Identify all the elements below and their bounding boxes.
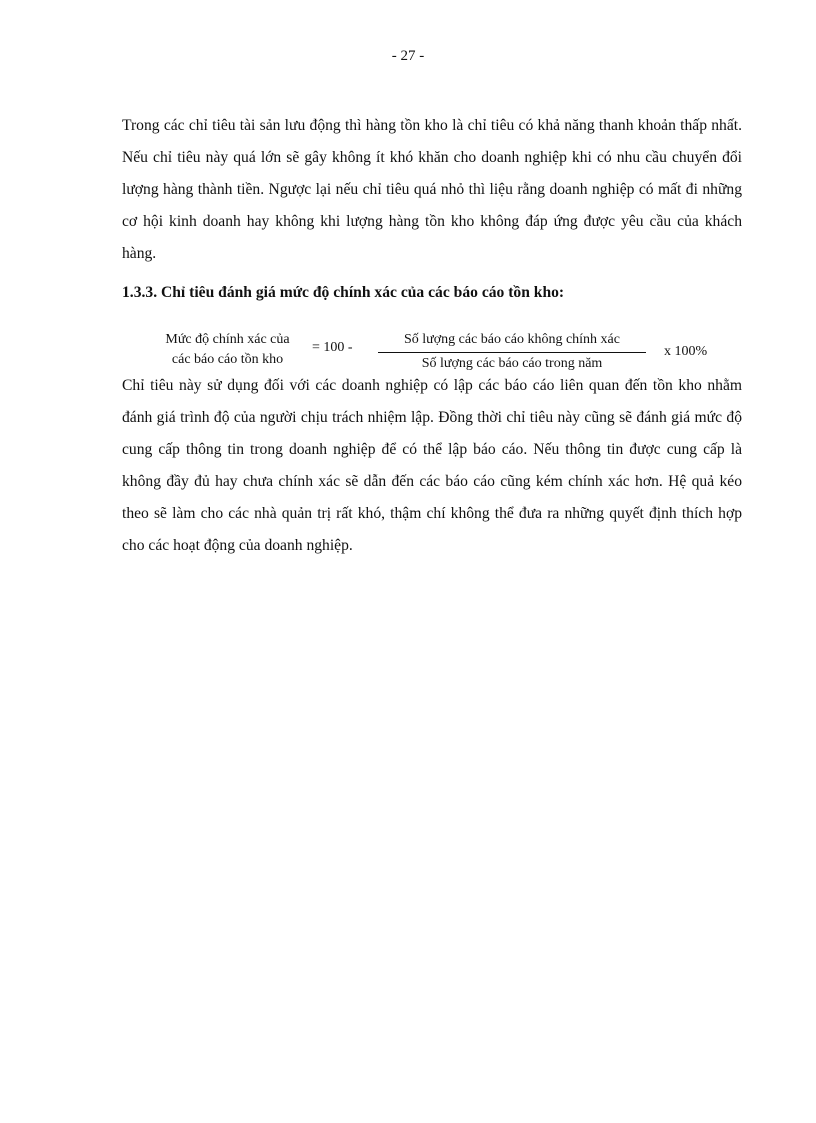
formula-multiplier: x 100% xyxy=(664,344,708,359)
paragraph-indicator-usage: Chỉ tiêu này sử dụng đối với các doanh nghiệp có lập các báo cáo liên quan đến tồn kho nhằm đánh giá trình độ của người chịu trách nhiệm lập. Đồng thời chỉ tiêu này cũng sẽ đánh giá mức độ cung cấp thông tin trong doanh nghiệp để có thể lập báo cáo. Nếu thông tin được cung cấp là không đầy đủ hay chưa chính xác sẽ dẫn đến các báo cáo cũng kém chính xác hơn. Hệ quả kéo theo sẽ làm cho các nhà quản trị rất khó, thậm chí không thể đưa ra những quyết định thích hợp cho các hoạt động của doanh nghiệp. xyxy=(122,377,742,554)
formula-denominator: Số lượng các báo cáo trong năm xyxy=(421,356,603,371)
formula-equals: = 100 - xyxy=(312,340,353,355)
formula-fraction xyxy=(378,330,646,375)
formula-lhs-line-2: các báo cáo tồn kho xyxy=(171,352,284,367)
section-heading: 1.3.3. Chỉ tiêu đánh giá mức độ chính xác của các báo cáo tồn kho: xyxy=(122,284,565,301)
paragraph-inventory-liquidity: Trong các chỉ tiêu tài sản lưu động thì hàng tồn kho là chỉ tiêu có khả năng thanh khoản thấp nhất. Nếu chỉ tiêu này quá lớn sẽ gây không ít khó khăn cho doanh nghiệp khi có nhu cầu chuyển đổi lượng hàng thành tiền. Ngược lại nếu chỉ tiêu quá nhỏ thì liệu rằng doanh nghiệp có mất đi những cơ hội kinh doanh hay không khi lượng hàng tồn kho không đáp ứng được yêu cầu của khách hàng. xyxy=(122,117,742,262)
formula-lhs-line-1: Mức độ chính xác của xyxy=(165,332,290,347)
formula-lhs xyxy=(140,330,315,370)
page-number: - 27 - xyxy=(391,48,425,64)
formula-numerator: Số lượng các báo cáo không chính xác xyxy=(404,332,620,347)
